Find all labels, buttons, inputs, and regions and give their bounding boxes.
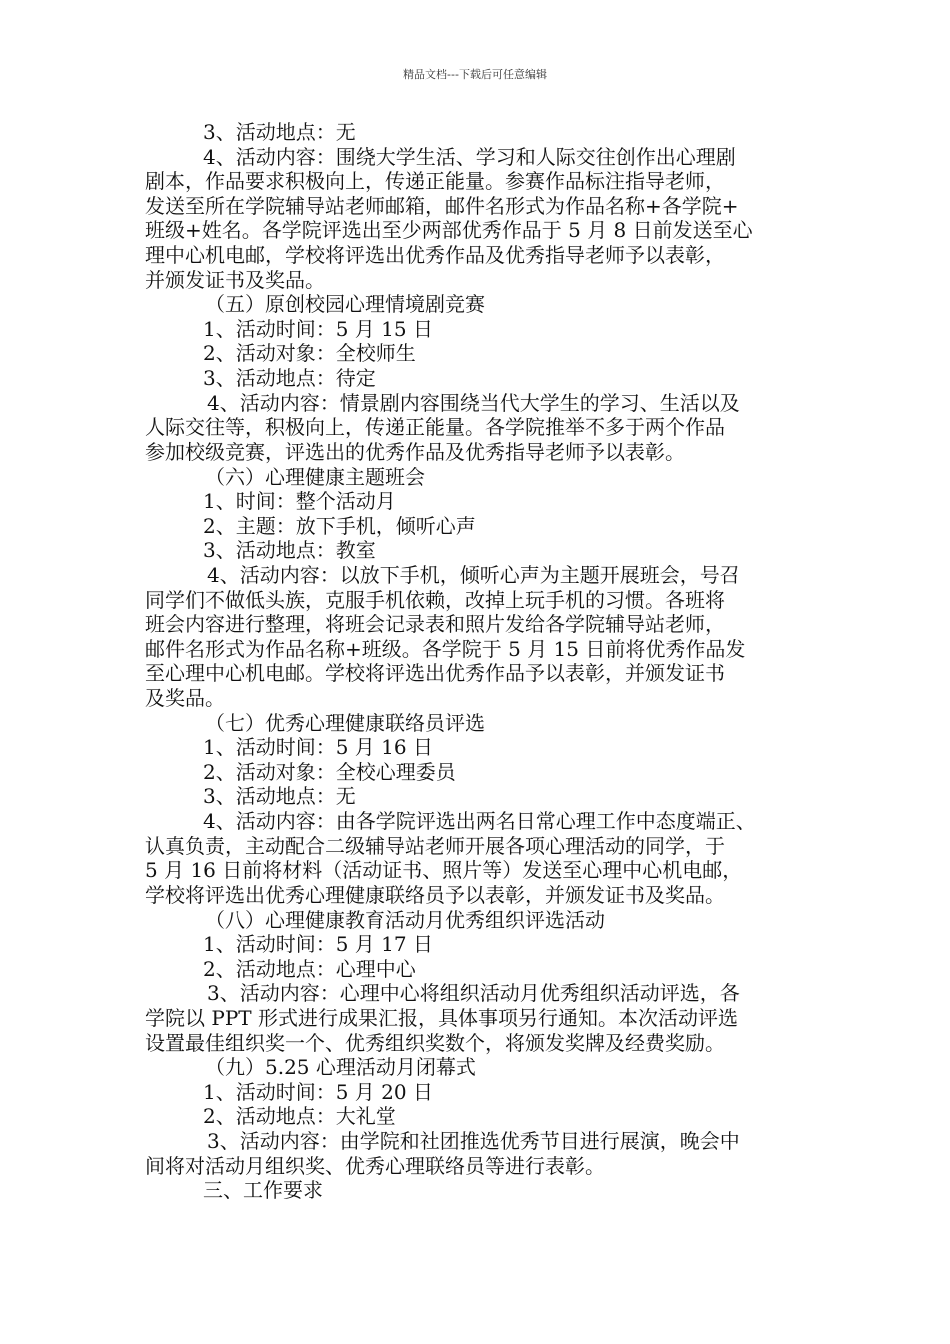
text-line: 间将对活动月组织奖、优秀心理联络员等进行表彰。: [145, 1153, 605, 1178]
text-line: 3、活动地点：待定: [203, 366, 376, 391]
text-line: 2、活动地点：心理中心: [203, 956, 416, 981]
text-line: 学校将评选出优秀心理健康联络员予以表彰，并颁发证书及奖品。: [145, 882, 725, 907]
text-line: 2、活动对象：全校心理委员: [203, 759, 456, 784]
text-line: 班级+姓名。各学院评选出至少两部优秀作品于 5 月 8 日前发送至心: [145, 218, 753, 243]
text-line: 人际交往等，积极向上，传递正能量。各学院推举不多于两个作品: [145, 415, 725, 440]
text-line: 1、活动时间：5 月 20 日: [203, 1079, 433, 1104]
text-line: 至心理中心机电邮。学校将评选出优秀作品予以表彰，并颁发证书: [145, 661, 725, 686]
text-line: 4、活动内容：以放下手机，倾听心声为主题开展班会，号召: [207, 562, 740, 587]
text-line: 3、活动地点：教室: [203, 538, 376, 563]
text-line: 5 月 16 日前将材料（活动证书、照片等）发送至心理中心机电邮，: [145, 858, 743, 883]
text-line: 班会内容进行整理，将班会记录表和照片发给各学院辅导站老师，: [145, 612, 725, 637]
text-line: 理中心机电邮，学校将评选出优秀作品及优秀指导老师予以表彰，: [145, 243, 725, 268]
text-line: 1、时间：整个活动月: [203, 489, 396, 514]
document-body: [145, 120, 810, 1203]
text-line: 1、活动时间：5 月 16 日: [203, 735, 433, 760]
text-line: 及奖品。: [145, 686, 225, 711]
text-line: 学院以 PPT 形式进行成果汇报，具体事项另行通知。本次活动评选: [145, 1005, 738, 1030]
text-line: 3、活动内容：心理中心将组织活动月优秀组织活动评选，各: [207, 981, 740, 1006]
text-line: 剧本，作品要求积极向上，传递正能量。参赛作品标注指导老师，: [145, 169, 725, 194]
text-line: 4、活动内容：由各学院评选出两名日常心理工作中态度端正、: [203, 809, 756, 834]
text-line: 邮件名形式为作品名称+班级。各学院于 5 月 15 日前将优秀作品发: [145, 636, 746, 661]
text-line: 认真负责，主动配合二级辅导站老师开展各项心理活动的同学，于: [145, 833, 725, 858]
text-line: 设置最佳组织奖一个、优秀组织奖数个，将颁发奖牌及经费奖励。: [145, 1030, 725, 1055]
text-line: （八）心理健康教育活动月优秀组织评选活动: [205, 907, 605, 932]
text-line: （七）优秀心理健康联络员评选: [205, 710, 485, 735]
text-line: 发送至所在学院辅导站老师邮箱，邮件名形式为作品名称+各学院+: [145, 193, 739, 218]
text-line: 三、工作要求: [203, 1178, 323, 1203]
text-line: 3、活动地点：无: [203, 784, 356, 809]
text-line: 1、活动时间：5 月 15 日: [203, 316, 433, 341]
text-line: 2、主题：放下手机，倾听心声: [203, 513, 476, 538]
text-line: 1、活动时间：5 月 17 日: [203, 932, 433, 957]
text-line: 并颁发证书及奖品。: [145, 267, 325, 292]
text-line: 参加校级竞赛，评选出的优秀作品及优秀指导老师予以表彰。: [145, 439, 685, 464]
text-line: 3、活动地点：无: [203, 120, 356, 144]
text-line: （六）心理健康主题班会: [205, 464, 425, 489]
page-header: 精品文档---下载后可任意编辑: [403, 68, 547, 81]
text-line: 4、活动内容：围绕大学生活、学习和人际交往创作出心理剧: [203, 144, 736, 169]
text-line: 2、活动地点：大礼堂: [203, 1104, 396, 1129]
text-line: 2、活动对象：全校师生: [203, 341, 416, 366]
text-line: 同学们不做低头族，克服手机依赖，改掉上玩手机的习惯。各班将: [145, 587, 725, 612]
text-line: 4、活动内容：情景剧内容围绕当代大学生的学习、生活以及: [207, 390, 740, 415]
text-line: （五）原创校园心理情境剧竞赛: [205, 292, 485, 317]
text-line: 3、活动内容：由学院和社团推选优秀节目进行展演，晚会中: [207, 1128, 740, 1153]
text-line: （九）5.25 心理活动月闭幕式: [205, 1055, 476, 1080]
